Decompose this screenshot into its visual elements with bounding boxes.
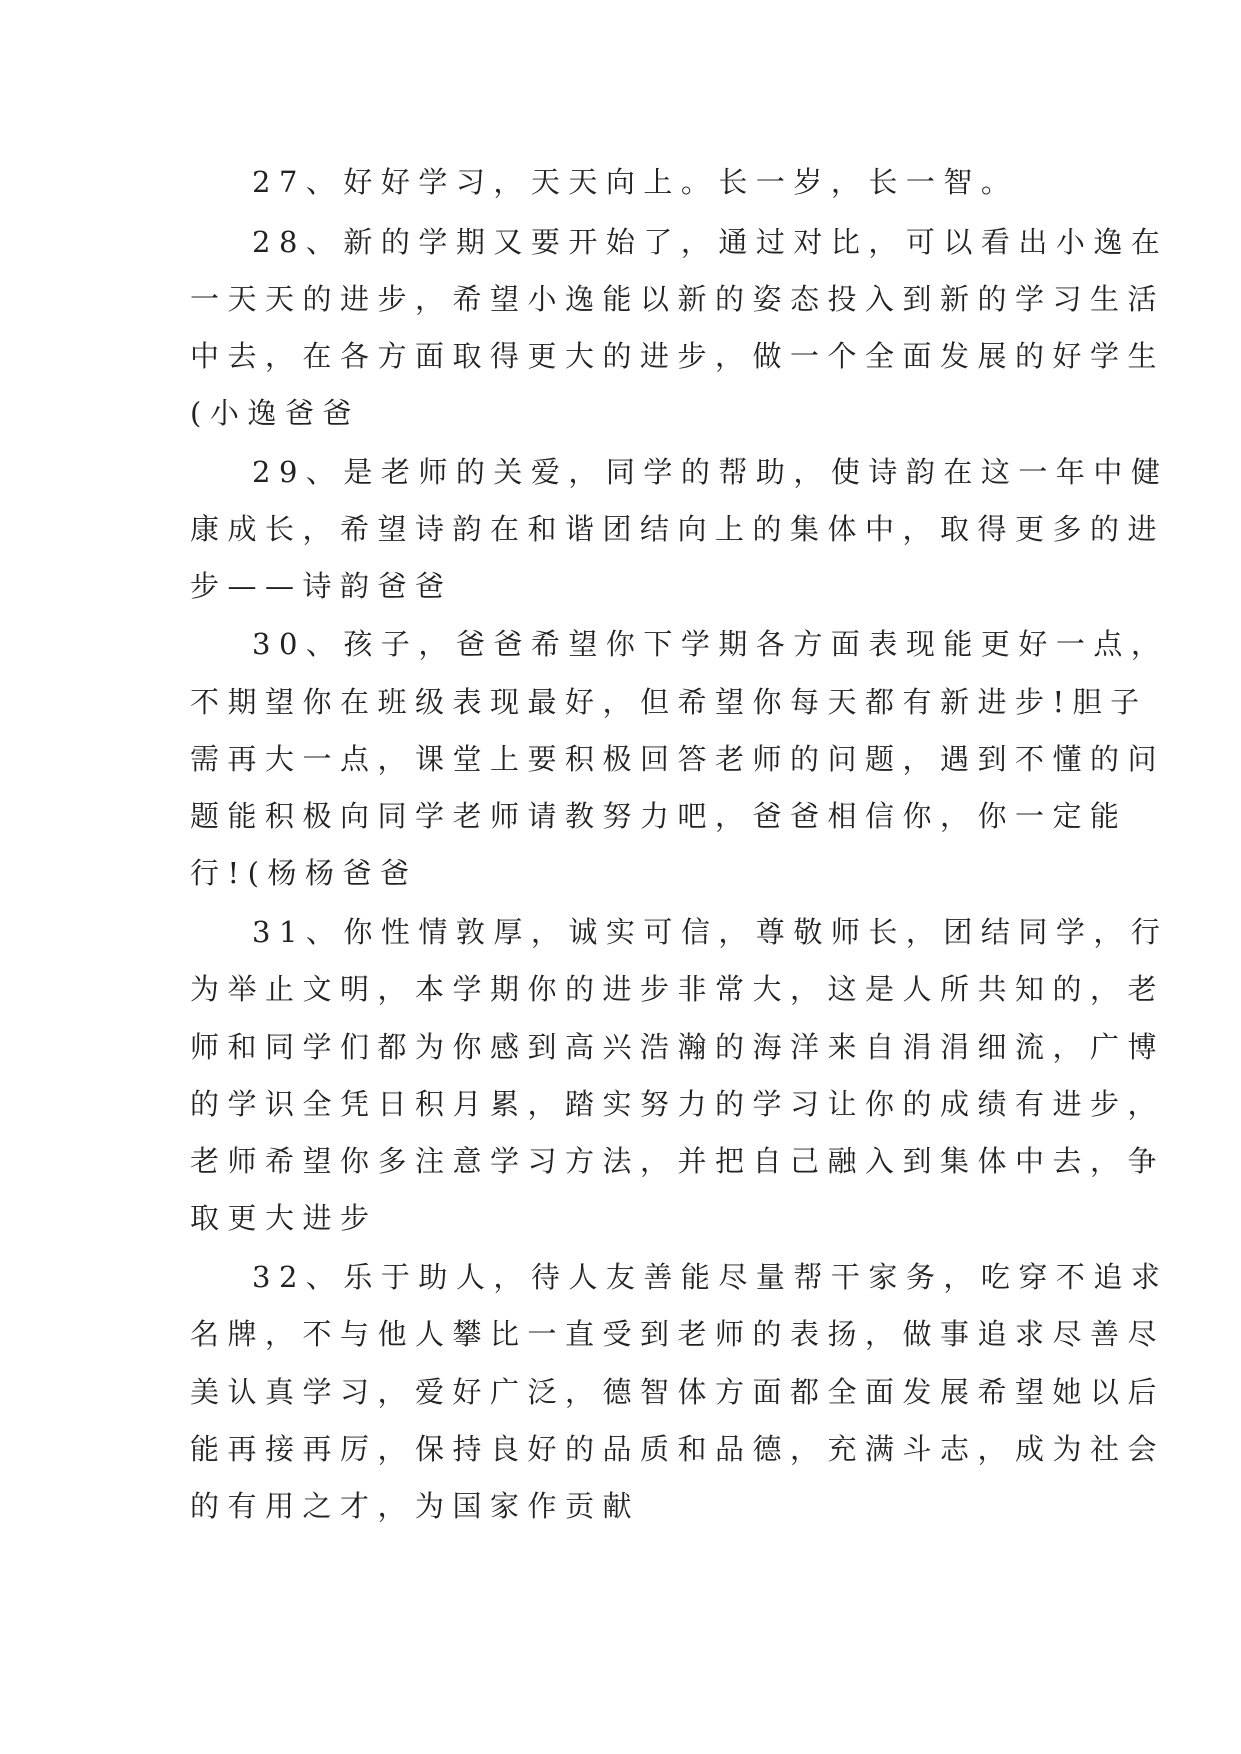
paragraph-32-line-4: 能再接再厉，保持良好的品质和品德，充满斗志，成为社会 bbox=[190, 1432, 1166, 1466]
paragraph-31-line-5: 老师希望你多注意学习方法，并把自己融入到集体中去，争 bbox=[190, 1144, 1166, 1178]
paragraph-28-line-1: 28、新的学期又要开始了，通过对比，可以看出小逸在 bbox=[252, 225, 1169, 259]
paragraph-30-line-2: 不期望你在班级表现最好，但希望你每天都有新进步!胆子 bbox=[190, 685, 1148, 719]
paragraph-31-line-3: 师和同学们都为你感到高兴浩瀚的海洋来自涓涓细流，广博 bbox=[190, 1030, 1166, 1064]
paragraph-30-line-5: 行!(杨杨爸爸 bbox=[190, 856, 418, 890]
paragraph-30-line-4: 题能积极向同学老师请教努力吧，爸爸相信你，你一定能 bbox=[190, 799, 1128, 833]
paragraph-28-line-4: (小逸爸爸 bbox=[190, 396, 360, 430]
paragraph-29-line-3: 步——诗韵爸爸 bbox=[190, 569, 453, 603]
paragraph-29-line-1: 29、是老师的关爱，同学的帮助，使诗韵在这一年中健 bbox=[252, 455, 1169, 489]
paragraph-30-line-1: 30、孩子，爸爸希望你下学期各方面表现能更好一点， bbox=[252, 627, 1169, 661]
paragraph-29-line-2: 康成长，希望诗韵在和谐团结向上的集体中，取得更多的进 bbox=[190, 512, 1166, 546]
paragraph-30-line-3: 需再大一点，课堂上要积极回答老师的问题，遇到不懂的问 bbox=[190, 742, 1166, 776]
paragraph-32-line-2: 名牌，不与他人攀比一直受到老师的表扬，做事追求尽善尽 bbox=[190, 1317, 1166, 1351]
paragraph-27-line-1: 27、好好学习，天天向上。长一岁，长一智。 bbox=[252, 165, 1019, 199]
paragraph-31-line-4: 的学识全凭日积月累，踏实努力的学习让你的成绩有进步， bbox=[190, 1087, 1166, 1121]
paragraph-32-line-3: 美认真学习，爱好广泛，德智体方面都全面发展希望她以后 bbox=[190, 1375, 1166, 1409]
paragraph-31-line-2: 为举止文明，本学期你的进步非常大，这是人所共知的，老 bbox=[190, 972, 1166, 1006]
paragraph-32-line-5: 的有用之才，为国家作贡献 bbox=[190, 1489, 641, 1523]
paragraph-28-line-3: 中去，在各方面取得更大的进步，做一个全面发展的好学生 bbox=[190, 339, 1166, 373]
paragraph-31-line-6: 取更大进步 bbox=[190, 1201, 378, 1235]
paragraph-31-line-1: 31、你性情敦厚，诚实可信，尊敬师长，团结同学，行 bbox=[252, 915, 1169, 949]
paragraph-32-line-1: 32、乐于助人，待人友善能尽量帮干家务，吃穿不追求 bbox=[252, 1260, 1169, 1294]
paragraph-28-line-2: 一天天的进步，希望小逸能以新的姿态投入到新的学习生活 bbox=[190, 282, 1166, 316]
